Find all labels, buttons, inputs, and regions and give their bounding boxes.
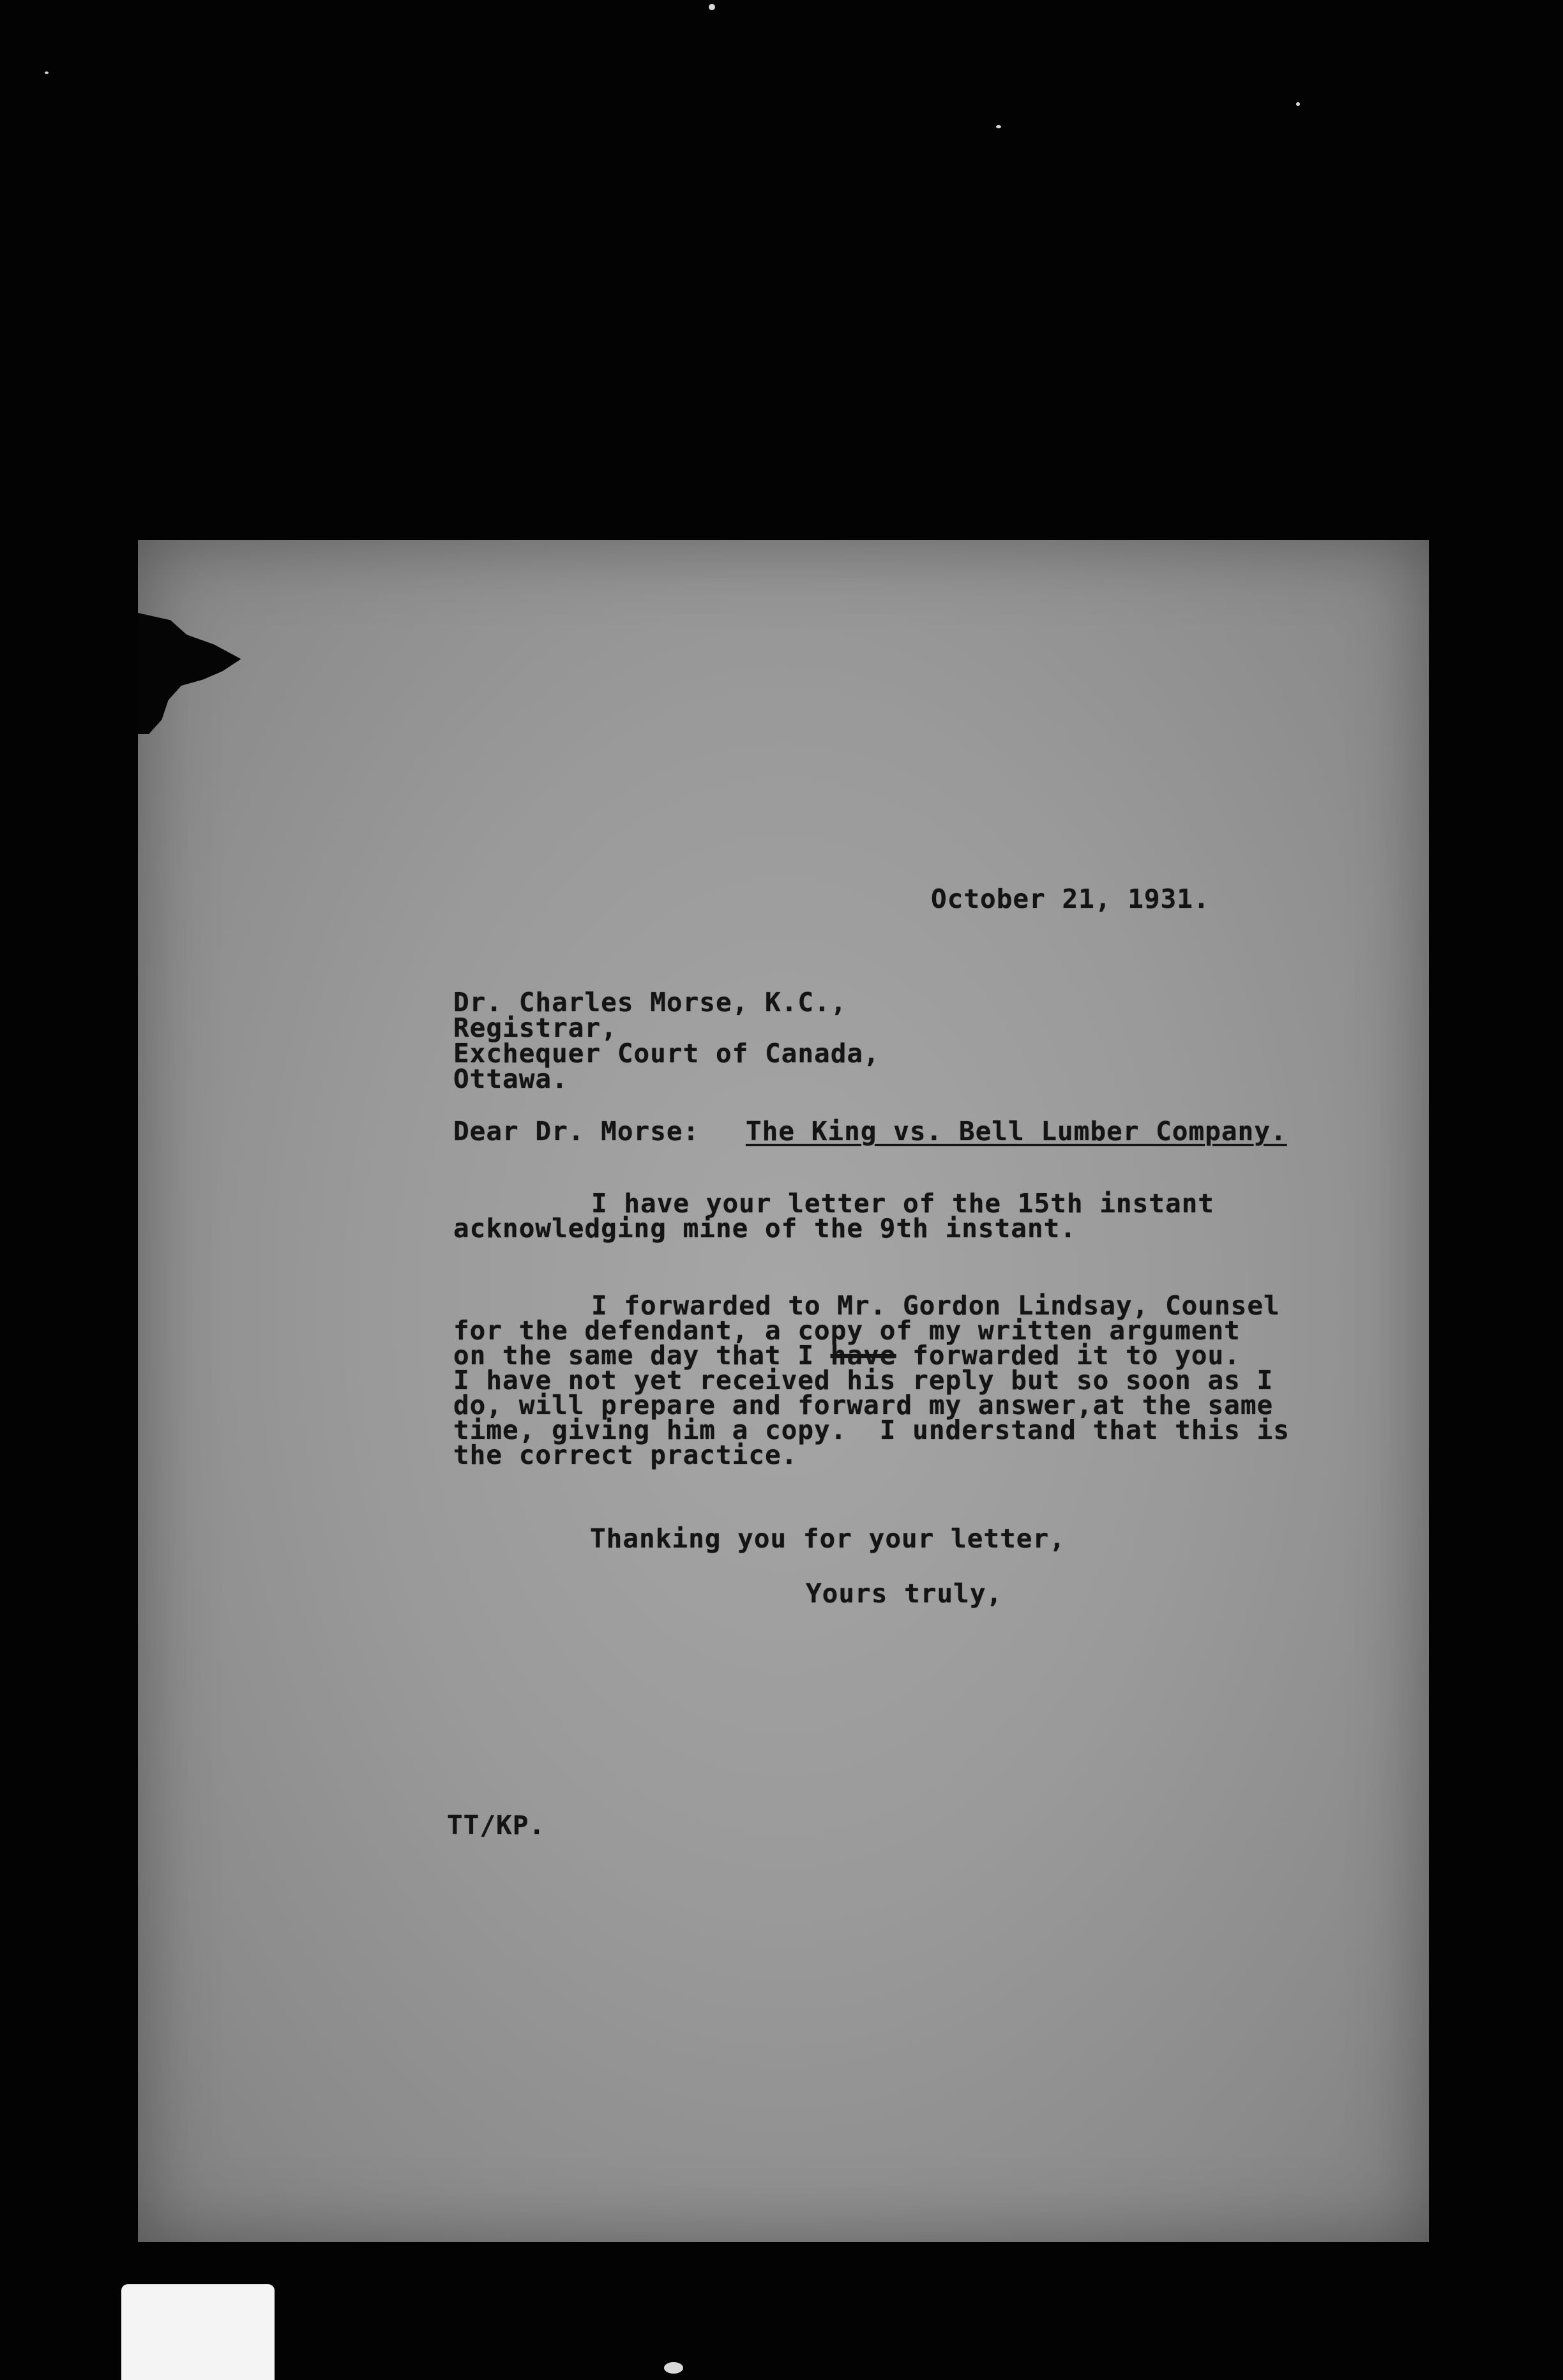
closing-line: Thanking you for your letter, bbox=[590, 1523, 1066, 1554]
dust-speck bbox=[1296, 102, 1300, 106]
dust-speck bbox=[664, 2362, 683, 2374]
paragraph-text: forwarded it to you. bbox=[896, 1340, 1241, 1371]
paragraph-line: do, will prepare and forward my answer,at the same bbox=[453, 1390, 1274, 1420]
salutation: Dear Dr. Morse: bbox=[453, 1116, 700, 1147]
struck-word: have bbox=[830, 1340, 896, 1371]
addressee-line: Registrar, bbox=[453, 1013, 617, 1043]
paragraph-line: time, giving him a copy. I understand that this is bbox=[453, 1415, 1290, 1445]
paragraph-line: I forwarded to Mr. Gordon Lindsay, Counsel bbox=[591, 1290, 1280, 1321]
addressee-line: Dr. Charles Morse, K.C., bbox=[453, 987, 847, 1018]
dust-speck bbox=[45, 72, 49, 74]
film-label-tab bbox=[121, 2284, 275, 2380]
paragraph-line: acknowledging mine of the 9th instant. bbox=[453, 1213, 1076, 1244]
letter-date: October 21, 1931. bbox=[931, 884, 1210, 914]
dust-speck bbox=[996, 125, 1001, 128]
paragraph-text: on the same day that I bbox=[453, 1340, 831, 1371]
subject-line: The King vs. Bell Lumber Company. bbox=[746, 1116, 1287, 1147]
dust-speck bbox=[709, 4, 715, 10]
paragraph-line: for the defendant, a copy of my written argument bbox=[453, 1315, 1241, 1346]
paragraph-line: the correct practice. bbox=[453, 1440, 798, 1470]
addressee-line: Ottawa. bbox=[453, 1064, 568, 1094]
paragraph-line: I have your letter of the 15th instant bbox=[591, 1188, 1214, 1219]
reference-initials: TT/KP. bbox=[447, 1810, 546, 1841]
addressee-line: Exchequer Court of Canada, bbox=[453, 1038, 880, 1069]
paragraph-line: I have not yet received his reply but so soon as I bbox=[453, 1365, 1274, 1396]
valediction: Yours truly, bbox=[806, 1578, 1003, 1609]
